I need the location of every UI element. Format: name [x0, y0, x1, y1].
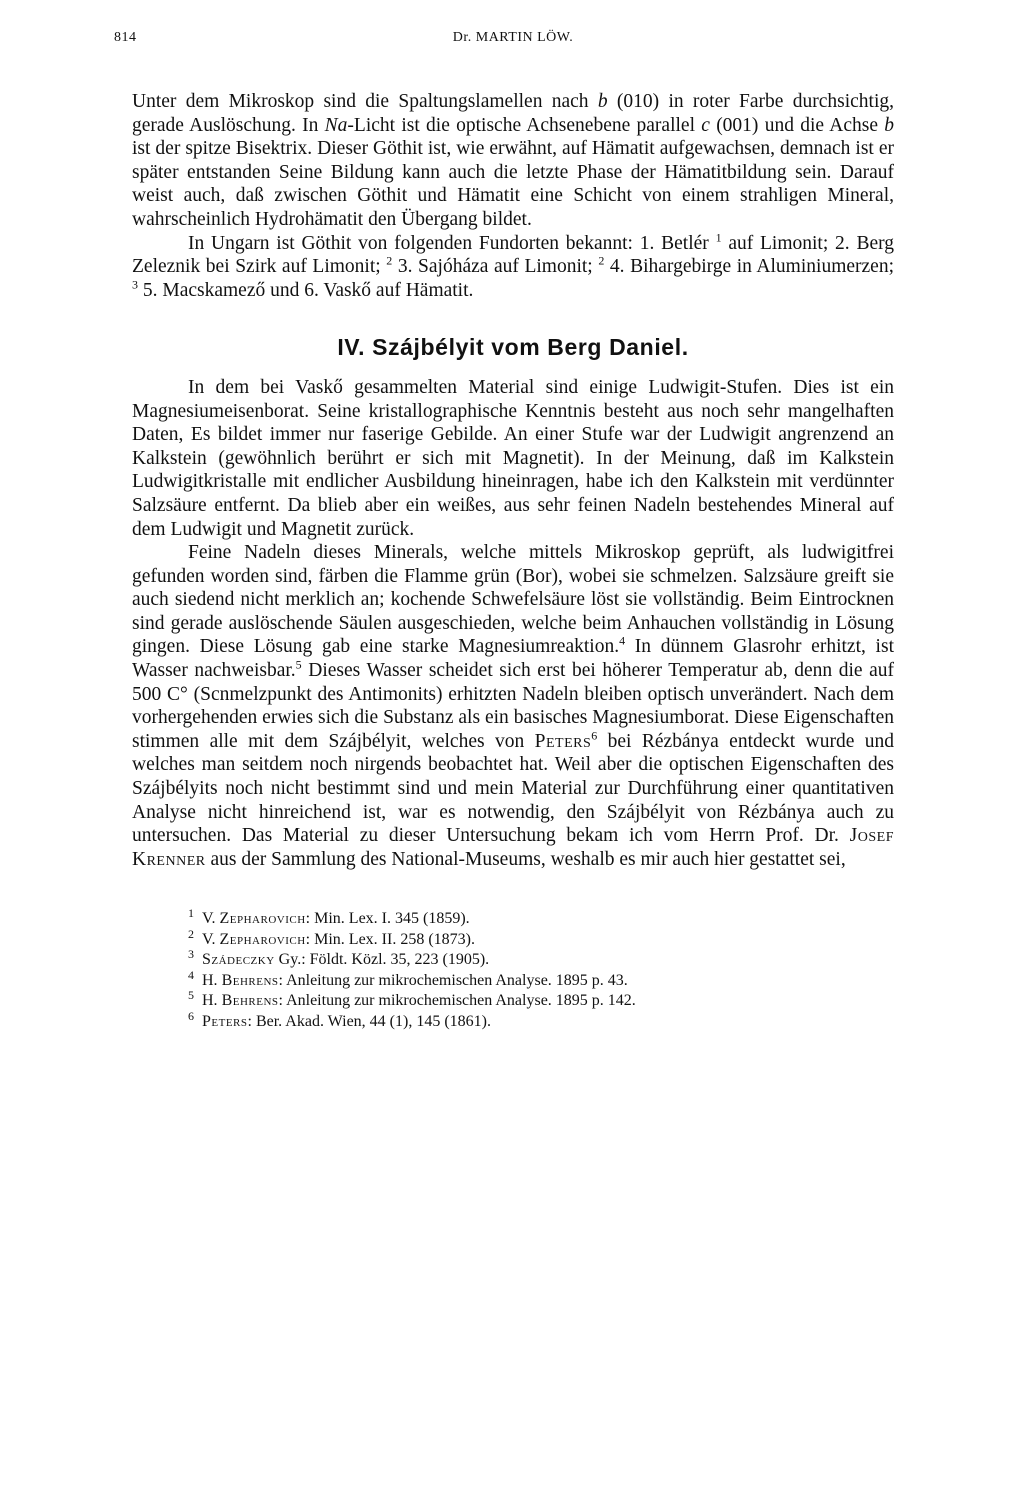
footnote-text: V. Zepharovich: Min. Lex. I. 345 (1859).: [202, 910, 470, 928]
footnote: 6 Peters: Ber. Akad. Wien, 44 (1), 145 (1861).: [188, 1008, 491, 1030]
paragraphs_after-paragraph: Feine Nadeln dieses Minerals, welche mittels Mikroskop geprüft, als ludwigitfrei gefunden worden sind, färben die Flamme grün (Bor), wobei sie schmelzen. Salzsäure greift sie auch siedend nicht merklich an; kochende Schwefelsäure löst sie vollständig. Beim Eintrocknen sind gerade auslöschende Säulen ausgeschieden, welche beim Anhauchen vollständig in Lösung gingen. Diese Lösung gab eine starke Magnesiumreaktion.$^4$ In dünnem Glasrohr erhitzt, ist Wasser nachweisbar.$^5$ Dieses Wasser scheidet sich erst bei höherer Temperatur ab, denn die auf 500 C° (Scnmelzpunkt des Antimonits) erhitzten Nadeln bleiben optisch unverändert. Nach dem vorhergehenden erwies sich die Substanz als ein basisches Magnesiumborat. Diese Eigenschaften stimmen alle mit dem Szájbélyit, welches von Peters$^6$ bei Rézbánya entdeckt wurde und welches man seitdem noch nirgends beobachtet hat. Weil aber die optischen Eigenschaften des Szájbélyits noch nicht bestimmt sind und mein Material zur Durchführung einer quantitativen Analyse nicht hinreichend ist, war es notwendig, den Szájbélyit von Rézbánya auch zu untersuchen. Das Material zu dieser Untersuchung bekam ich vom Herrn Prof. Dr. Josef Krenner aus der Sammlung des National-Museums, weshalb es mir auch hier gestattet sei,: [132, 542, 894, 870]
paragraphs_before-paragraph: Unter dem Mikroskop sind die Spaltungslamellen nach b (010) in roter Farbe durchsichtig, gerade Auslöschung. In Na-Licht ist die optische Achsenebene parallel c (001) und die Achse b ist der spitze Bisektrix. Dieser Göthit ist, wie erwähnt, auf Hämatit aufgewachsen, demnach ist er später entstanden Seine Bildung kann auch die letzte Phase der Hämatitbildung sein. Darauf weist auch, daß zwischen Göthit und Hämatit eine Schicht von einem strahligen Mineral, wahrscheinlich Hydrohämatit den Übergang bildet.: [132, 91, 894, 230]
footnote-text: H. Behrens: Anleitung zur mikrochemischen Analyse. 1895 p. 142.: [202, 992, 636, 1010]
footnote: 3 Szádeczky Gy.: Földt. Közl. 35, 223 (1905).: [188, 947, 490, 969]
section-title: IV. Szájbélyit vom Berg Daniel.: [337, 334, 689, 361]
footnote: 2 V. Zepharovich: Min. Lex. II. 258 (1873).: [188, 926, 475, 948]
footnote-text: H. Behrens: Anleitung zur mikrochemischen Analyse. 1895 p. 43.: [202, 971, 628, 989]
footnotes: [188, 906, 894, 1032]
footnote-text: Peters: Ber. Akad. Wien, 44 (1), 145 (1861).: [202, 1012, 491, 1030]
paragraphs_before-paragraph: In Ungarn ist Göthit von folgenden Fundorten bekannt: 1. Betlér $^1$ auf Limonit; 2. Berg Zeleznik bei Szirk auf Limonit; $^2$ 3. Sajóháza auf Limonit; $^2$ 4. Bihargebirge in Aluminiumerzen; $^3$ 5. Macskamező und 6. Vaskő auf Hämatit.: [132, 230, 894, 301]
footnote: 1 V. Zepharovich: Min. Lex. I. 345 (1859).: [188, 906, 470, 928]
footnote-text: Szádeczky Gy.: Földt. Közl. 35, 223 (1905).: [202, 951, 490, 969]
paragraphs-after: [132, 376, 894, 871]
footnote: 5 H. Behrens: Anleitung zur mikrochemischen Analyse. 1895 p. 142.: [188, 988, 636, 1010]
page: [114, 30, 894, 1032]
running-head: [114, 30, 894, 56]
paragraphs_after-paragraph: In dem bei Vaskő gesammelten Material sind einige Ludwigit-Stufen. Dies ist ein Magnesiumeisenborat. Seine kristallographische Kenntnis besteht aus noch sehr mangelhaften Daten, Es bildet immer nur faserige Gebilde. An einer Stufe war der Ludwigit angrenzend an Kalkstein (gewöhnlich berührt er sich mit Magnetit). In der Meinung, daß im Kalkstein Ludwigitkristalle mit endlicher Ausbildung hineinragen, habe ich den Kalkstein mit verdünnter Salzsäure entfernt. Da blieb aber ein weißes, aus sehr feinen Nadeln bestehendes Mineral auf dem Ludwigit und Magnetit zurück.: [132, 376, 894, 540]
footnote: 4 H. Behrens: Anleitung zur mikrochemischen Analyse. 1895 p. 43.: [188, 967, 628, 989]
paragraphs-before: [132, 90, 894, 302]
running-head-author: Dr. MARTIN LÖW.: [452, 30, 574, 45]
body-text: [132, 90, 894, 871]
page-number: 814: [114, 30, 137, 45]
footnote-text: V. Zepharovich: Min. Lex. II. 258 (1873).: [202, 930, 475, 948]
